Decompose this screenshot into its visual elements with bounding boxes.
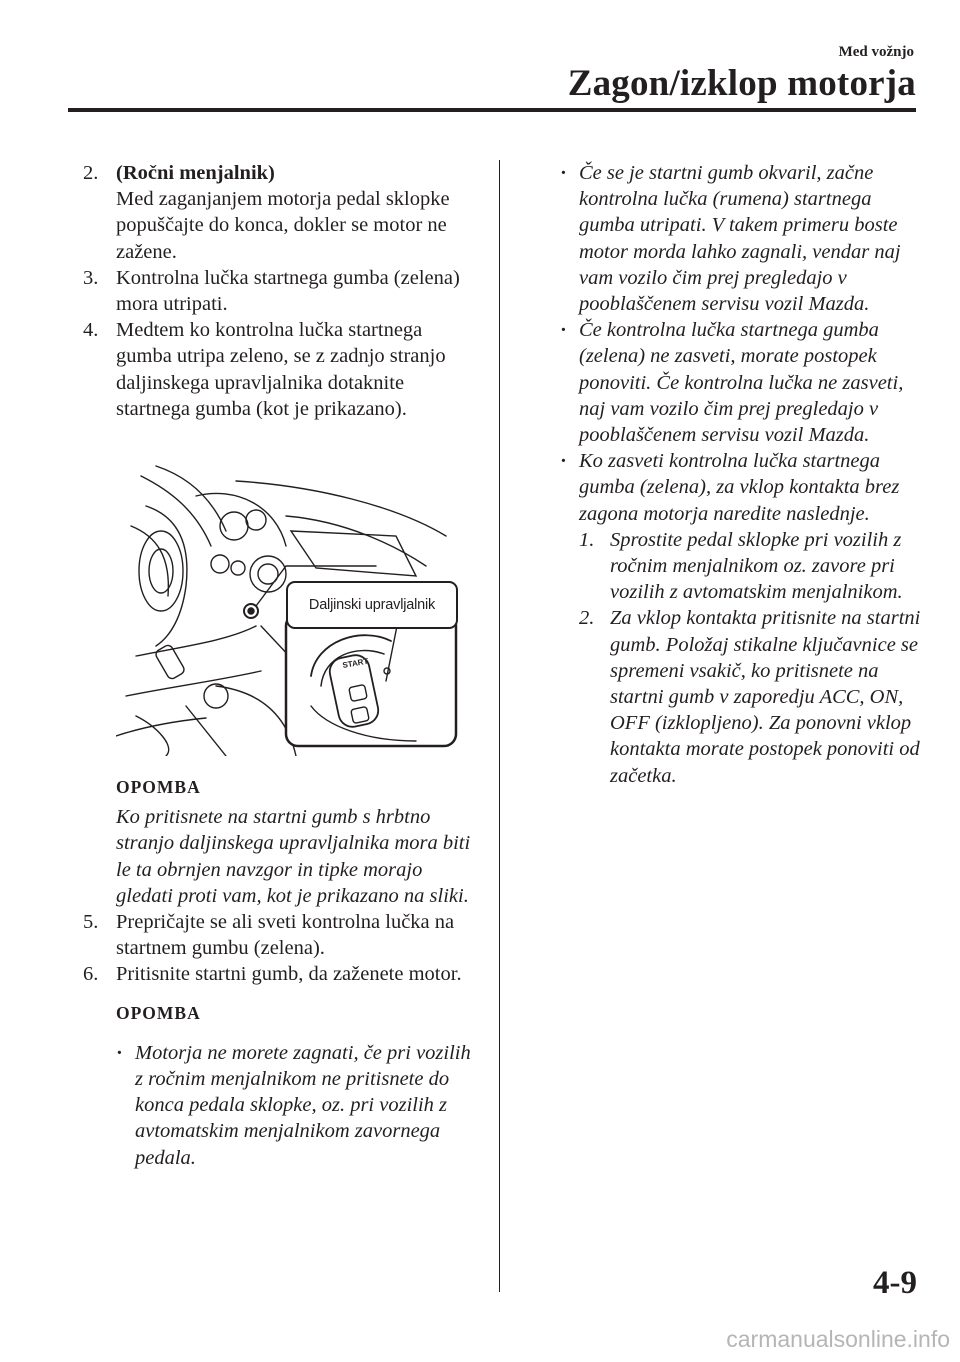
right-column: [560, 160, 930, 789]
column-divider: [499, 160, 500, 1292]
sub-step-text: Za vklop kontakta pritisnite na startni gumb. Položaj stikalne ključavnice se spremeni vsakič, ko pritisnete na startni gumb v zaporedju ACC, ON, OFF (izklopljeno). Za ponovni vklop kontakta morate postopek ponoviti od začetka.: [610, 607, 921, 787]
step-6: [83, 961, 483, 987]
left-column: [83, 160, 483, 1171]
step-number: 3.: [83, 266, 99, 289]
section-name: Med vožnjo: [838, 44, 914, 60]
watermark: carmanualsonline.info: [726, 1326, 950, 1352]
step-number: 4.: [83, 319, 99, 342]
right-bullet-1: [560, 160, 930, 317]
start-button-label: START: [341, 656, 370, 671]
sub-step-number: 1.: [579, 528, 595, 551]
step-5: [83, 909, 483, 961]
note-text: Ko pritisnete na startni gumb s hrbtno stranjo daljinskega upravljalnika mora biti le ta obrnjen navzgor in tipke morajo gledati proti vam, kot je prikazano na sliki.: [116, 806, 471, 907]
bullet-dot-icon: ·: [560, 450, 567, 473]
note-title: OPOMBA: [116, 1002, 201, 1023]
note-2: [116, 1000, 483, 1171]
step-2: [83, 160, 483, 265]
step-3: [83, 265, 483, 317]
bullet-text: Ko zasveti kontrolna lučka startnega gumba (zelena), za vklop kontakta brez zagona motorja naredite naslednje.: [579, 450, 900, 525]
step-4: [83, 317, 483, 422]
step-text: Kontrolna lučka startnega gumba (zelena) mora utripati.: [116, 266, 460, 316]
header-rule: [68, 108, 916, 112]
step-text: Medtem ko kontrolna lučka startnega gumba utripa zeleno, se z zadnjo stranjo daljinskega upravljalnika dotaknite startnega gumba (kot je prikazano).: [116, 319, 446, 420]
sub-step-text: Sprostite pedal sklopke pri vozilih z ročnim menjalnikom oz. zavore pri vozilih z avtomatskim menjalnikom.: [610, 528, 903, 604]
sub-step-1: [579, 527, 930, 606]
page-number: 4-9: [873, 1265, 917, 1301]
note-title: OPOMBA: [116, 777, 201, 798]
step-text: Med zaganjanjem motorja pedal sklopke popuščajte do konca, dokler se motor ne zažene.: [116, 188, 450, 263]
bullet-dot-icon: ·: [560, 319, 567, 342]
remote-control-callout: Daljinski upravljalnik: [286, 581, 458, 629]
sub-step-number: 2.: [579, 607, 595, 630]
step-text: Prepričajte se ali sveti kontrolna lučka na startnem gumbu (zelena).: [116, 911, 455, 960]
bullet-dot-icon: ·: [116, 1041, 123, 1064]
right-bullet-2: [560, 317, 930, 448]
bullet-text: Motorja ne morete zagnati, če pri vozilih z ročnim menjalnikom ne pritisnete do konca pedala sklopke, oz. pri vozilih z avtomatskim menjalnikom zavornega pedala.: [135, 1041, 471, 1169]
page-title: Zagon/izklop motorja: [567, 63, 916, 104]
note-1: [116, 774, 483, 909]
step-text: Pritisnite startni gumb, da zaženete motor.: [116, 963, 462, 986]
step-number: 2.: [83, 162, 99, 184]
step-number: 6.: [83, 963, 99, 986]
step-heading: (Ročni menjalnik): [116, 162, 275, 184]
sub-step-2: [579, 605, 930, 788]
right-bullet-3: [560, 448, 930, 527]
note-bullet: [116, 1040, 483, 1171]
bullet-dot-icon: ·: [560, 162, 567, 184]
dashboard-illustration: [116, 456, 466, 756]
bullet-text: Če kontrolna lučka startnega gumba (zelena) ne zasveti, morate postopek ponoviti. Če kontrolna lučka ne zasveti, naj vam vozilo čim prej pregledajo v pooblaščenem servisu vozil Mazda.: [579, 319, 904, 447]
bullet-text: Če se je startni gumb okvaril, začne kontrolna lučka (rumena) startnega gumba utripati. V takem primeru boste motor morda lahko zagnali, vendar naj vam vozilo čim prej pregledajo v pooblaščenem servisu vozil Mazda.: [579, 162, 901, 316]
step-number: 5.: [83, 911, 99, 934]
